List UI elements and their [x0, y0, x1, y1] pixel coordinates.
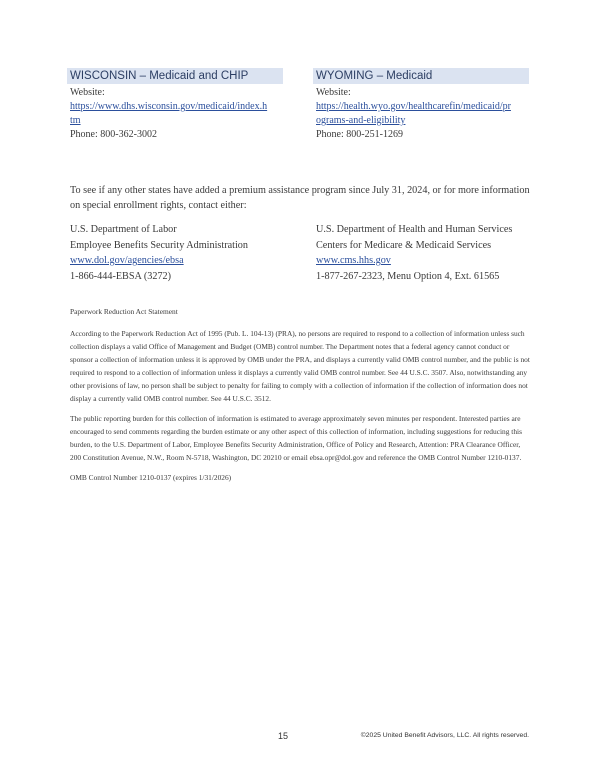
- contact-dol: [70, 222, 300, 284]
- state-details: [67, 86, 283, 142]
- page-footer: [0, 731, 600, 745]
- contact-hhs: [316, 222, 546, 284]
- intro-paragraph: To see if any other states have added a premium assistance program since July 31, 2024, or for more information on special enrollment rights, contact either:: [70, 185, 530, 211]
- contact-org: U.S. Department of Labor: [70, 224, 177, 235]
- contact-phone: 1-866-444-EBSA (3272): [70, 270, 172, 282]
- state-details: [313, 86, 529, 142]
- contact-phone: 1-877-267-2323, Menu Option 4, Ext. 61565: [316, 270, 500, 282]
- contact-org: U.S. Department of Health and Human Services: [316, 224, 513, 235]
- state-wisconsin: [67, 68, 283, 142]
- pra-statement: [70, 305, 532, 491]
- state-header: WISCONSIN – Medicaid and CHIP: [67, 68, 283, 84]
- contact-url-link[interactable]: www.dol.gov/agencies/ebsa: [70, 255, 184, 266]
- state-wyoming: [313, 68, 529, 142]
- state-phone: Phone: 800-251-1269: [316, 129, 403, 140]
- contact-url-link[interactable]: www.cms.hhs.gov: [316, 255, 391, 266]
- pra-paragraph: According to the Paperwork Reduction Act of 1995 (Pub. L. 104-13) (PRA), no persons are required to respond to a collection of information unless such collection displays a valid Office of Management and Budget (OMB) control number. The Department notes that a federal agency cannot conduct or sponsor a collection of information unless it is approved by OMB under the PRA, and displays a currently valid OMB control number, and the public is not required to respond to a collection of information unless it displays a currently valid OMB control number. See 44 U.S.C. 3507. Also, notwithstanding any other provisions of law, no person shall be subject to penalty for failing to comply with a collection of information if the collection of information does not display a currently valid OMB control number. See 44 U.S.C. 3512.: [70, 329, 530, 403]
- website-label: Website:: [70, 87, 105, 98]
- website-line: tm: [70, 115, 81, 126]
- state-website-link[interactable]: [70, 100, 283, 128]
- website-line: ograms-and-eligibility: [316, 115, 406, 126]
- website-label: Website:: [316, 87, 351, 98]
- pra-title: Paperwork Reduction Act Statement: [70, 307, 178, 316]
- pra-paragraph: The public reporting burden for this collection of information is estimated to average approximately seven minutes per respondent. Interested parties are encouraged to send comments regarding the burden estimate or any other aspect of this collection of information, including suggestions for reducing this burden, to the U.S. Department of Labor, Employee Benefits Security Administration, Office of Policy and Research, Attention: PRA Clearance Officer, 200 Constitution Avenue, N.W., Room N-5718, Washington, DC 20210 or email ebsa.opr@dol.gov and reference the OMB Control Number 1210-0137.: [70, 414, 522, 462]
- omb-control-number: OMB Control Number 1210-0137 (expires 1/31/2026): [70, 473, 232, 482]
- contact-agency: Centers for Medicare & Medicaid Services: [316, 239, 492, 251]
- contact-agency: Employee Benefits Security Administration: [70, 239, 248, 251]
- copyright: ©2025 United Benefit Advisors, LLC. All rights reserved.: [360, 732, 529, 739]
- state-header: WYOMING – Medicaid: [313, 68, 529, 84]
- website-line: https://health.wyo.gov/healthcarefin/medicaid/pr: [316, 101, 511, 112]
- website-line: https://www.dhs.wisconsin.gov/medicaid/index.h: [70, 101, 268, 112]
- state-website-link[interactable]: [316, 100, 529, 128]
- state-phone: Phone: 800-362-3002: [70, 129, 157, 140]
- page-number: 15: [278, 731, 289, 741]
